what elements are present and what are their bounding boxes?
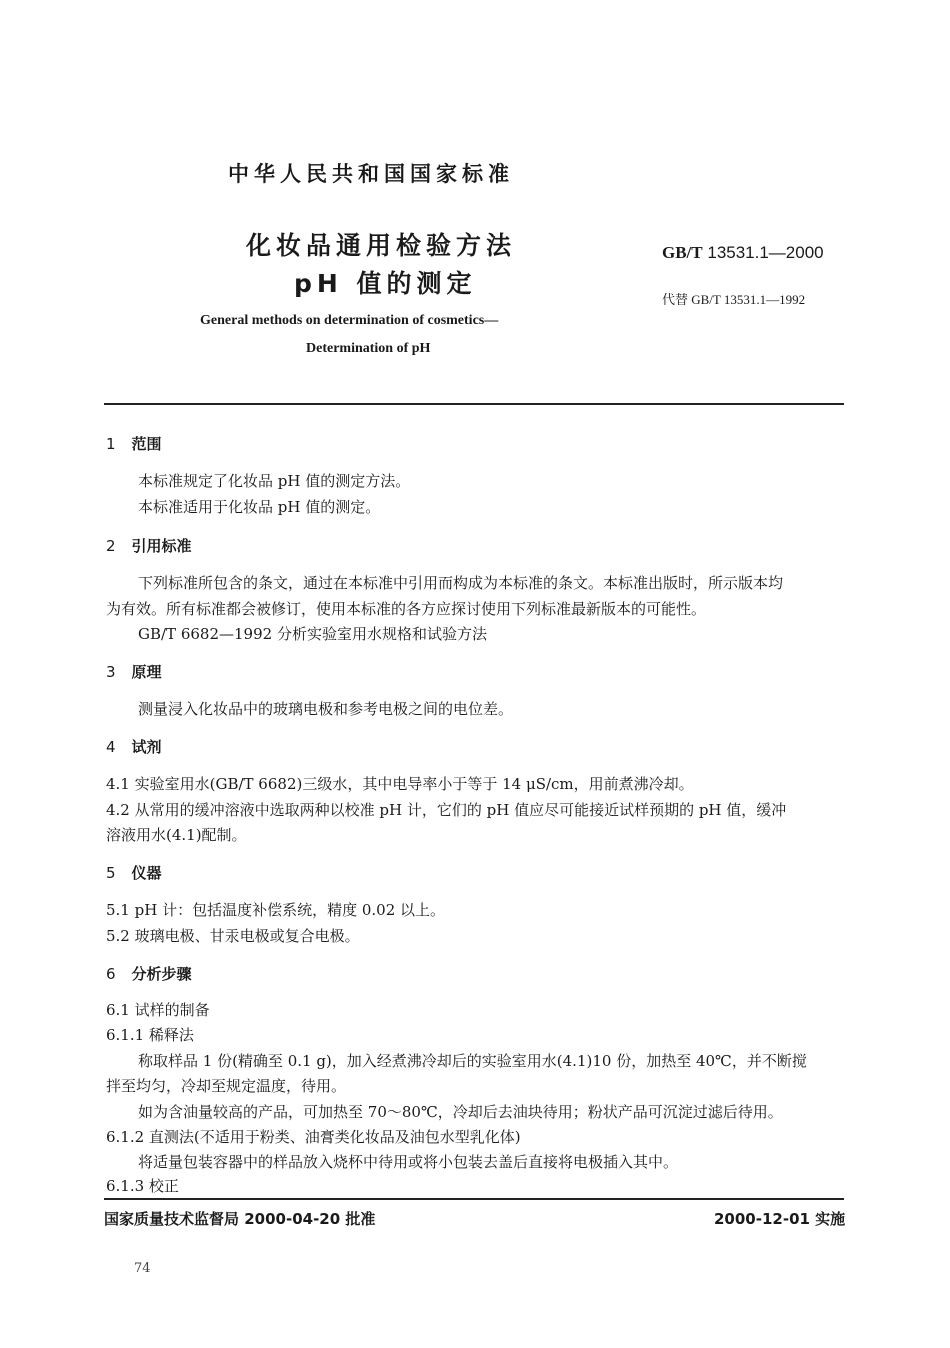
standard-code-number: 13531.1—2000 [707,243,824,262]
section-1-para-2: 本标准适用于化妆品 pH 值的测定。 [138,498,381,516]
subsection-6-1-1-para-line-2: 拌至均匀，冷却至规定温度，待用。 [106,1077,347,1095]
section-4-item-2-line-2: 溶液用水(4.1)配制。 [106,826,247,844]
section-5-heading [106,862,162,883]
subsection-6-1-2-heading: 6.1.2 直测法(不适用于粉类、油膏类化妆品及油包水型乳化体) [106,1128,521,1146]
page-number: 74 [134,1261,151,1276]
section-1-number: 1 [106,435,116,453]
subsection-6-1-1-para-line-1: 称取样品 1 份(精确至 0.1 g)，加入经煮沸冷却后的实验室用水(4.1)10 份，加热至 40℃，并不断搅 [138,1052,807,1070]
title-en-line1: General methods on determination of cosmetics— [200,313,499,328]
section-4-item-2-line-1: 4.2 从常用的缓冲溶液中选取两种以校准 pH 计，它们的 pH 值应尽可能接近试样预期的 pH 值，缓冲 [106,801,787,819]
section-2-reference: GB/T 6682—1992 分析实验室用水规格和试验方法 [138,625,487,643]
section-4-heading [106,736,162,757]
section-2-heading [106,535,192,556]
subsection-6-1-heading: 6.1 试样的制备 [106,1001,210,1019]
section-3-title: 原理 [131,663,162,681]
approval-line: 国家质量技术监督局 2000-04-20 批准 [104,1210,376,1228]
standard-code-prefix: GB/T [662,243,703,262]
standard-code [662,243,824,263]
section-2-title: 引用标准 [131,537,192,555]
section-5-item-1: 5.1 pH 计：包括温度补偿系统，精度 0.02 以上。 [106,901,446,919]
section-4-number: 4 [106,738,116,756]
section-2-number: 2 [106,537,116,555]
section-1-heading [106,433,162,454]
section-3-heading [106,661,162,682]
section-6-title: 分析步骤 [131,965,192,983]
title-en-line2: Determination of pH [306,341,431,356]
section-1-title: 范围 [131,435,162,453]
national-standard-heading: 中华人民共和国国家标准 [228,162,514,186]
section-3-para: 测量浸入化妆品中的玻璃电极和参考电极之间的电位差。 [138,700,514,718]
section-5-item-2: 5.2 玻璃电极、甘汞电极或复合电极。 [106,927,360,945]
section-2-para-line-1: 下列标准所包含的条文，通过在本标准中引用而构成为本标准的条文。本标准出版时，所示版本均 [138,574,784,592]
section-5-title: 仪器 [131,864,162,882]
title-cn-line2: pH 值的测定 [294,269,477,298]
section-5-number: 5 [106,864,116,882]
section-4-item-1: 4.1 实验室用水(GB/T 6682)三级水，其中电导率小于等于 14 μS/cm，用前煮沸冷却。 [106,775,694,793]
subsection-6-1-1-heading: 6.1.1 稀释法 [106,1026,194,1044]
section-3-number: 3 [106,663,116,681]
replaces-note: 代替 GB/T 13531.1—1992 [662,292,806,307]
subsection-6-1-3-heading: 6.1.3 校正 [106,1177,179,1195]
subsection-6-1-1-para-line-3: 如为含油量较高的产品，可加热至 70～80℃，冷却后去油块待用；粉状产品可沉淀过滤后待用。 [138,1103,783,1121]
section-4-title: 试剂 [131,738,162,756]
section-6-heading [106,963,192,984]
effective-date-line: 2000-12-01 实施 [714,1210,846,1228]
section-2-para-line-2: 为有效。所有标准都会被修订，使用本标准的各方应探讨使用下列标准最新版本的可能性。 [106,600,707,618]
footer-divider [104,1198,844,1200]
section-1-para-1: 本标准规定了化妆品 pH 值的测定方法。 [138,472,411,490]
header-divider [104,403,844,405]
section-6-number: 6 [106,965,116,983]
subsection-6-1-2-para: 将适量包装容器中的样品放入烧杯中待用或将小包装去盖后直接将电极插入其中。 [138,1153,679,1171]
title-cn-line1: 化妆品通用检验方法 [246,231,517,260]
